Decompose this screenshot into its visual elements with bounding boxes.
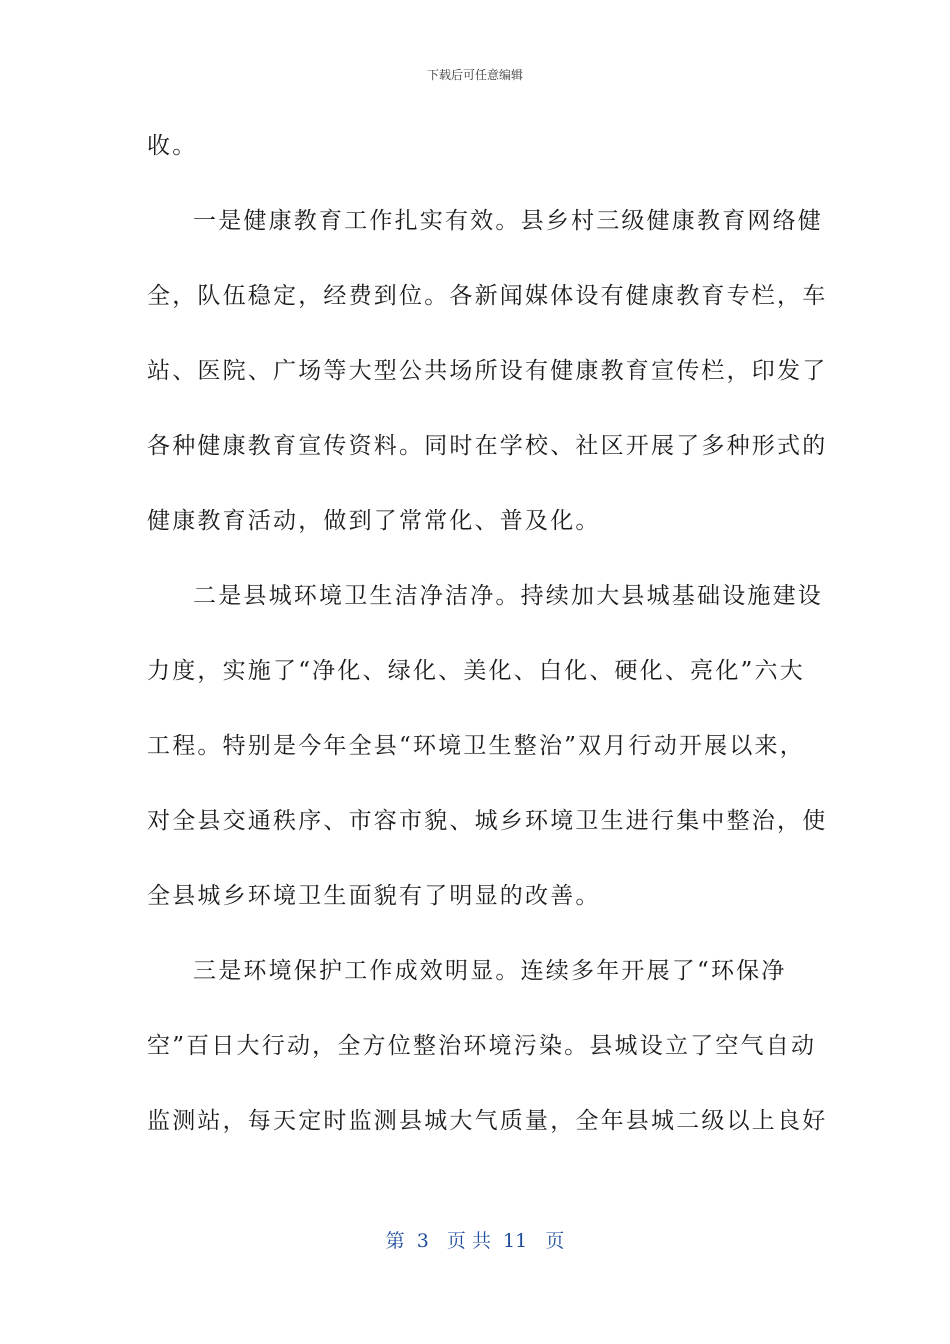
document-body — [147, 126, 828, 1176]
text-line: 监测站，每天定时监测县城大气质量，全年县城二级以上良好 — [147, 1108, 828, 1134]
text-line: 三是环境保护工作成效明显。连续多年开展了“环保净 — [193, 958, 787, 984]
text-line: 全，队伍稳定，经费到位。各新闻媒体设有健康教育专栏，车 — [147, 283, 828, 309]
text-line: 收。 — [147, 133, 198, 159]
text-line: 对全县交通秩序、市容市貌、城乡环境卫生进行集中整治，使 — [147, 808, 828, 834]
text-line: 空”百日大行动，全方位整治环境污染。县城设立了空气自动 — [147, 1033, 817, 1059]
text-line: 工程。特别是今年全县“环境卫生整治”双月行动开展以来， — [147, 733, 805, 759]
text-line: 二是县城环境卫生洁净洁净。持续加大县城基础设施建设 — [193, 583, 823, 609]
page-header-note: 下载后可任意编辑 — [426, 68, 523, 82]
text-line: 各种健康教育宣传资料。同时在学校、社区开展了多种形式的 — [147, 433, 828, 459]
text-line: 健康教育活动，做到了常常化、普及化。 — [147, 508, 601, 534]
text-line: 全县城乡环境卫生面貌有了明显的改善。 — [147, 883, 601, 909]
page-number-footer: 第 3 页 共 11 页 — [385, 1230, 565, 1252]
text-line: 站、医院、广场等大型公共场所设有健康教育宣传栏，印发了 — [147, 358, 828, 384]
text-line: 一是健康教育工作扎实有效。县乡村三级健康教育网络健 — [193, 208, 823, 234]
text-line: 力度，实施了“净化、绿化、美化、白化、硬化、亮化”六大 — [147, 658, 805, 684]
